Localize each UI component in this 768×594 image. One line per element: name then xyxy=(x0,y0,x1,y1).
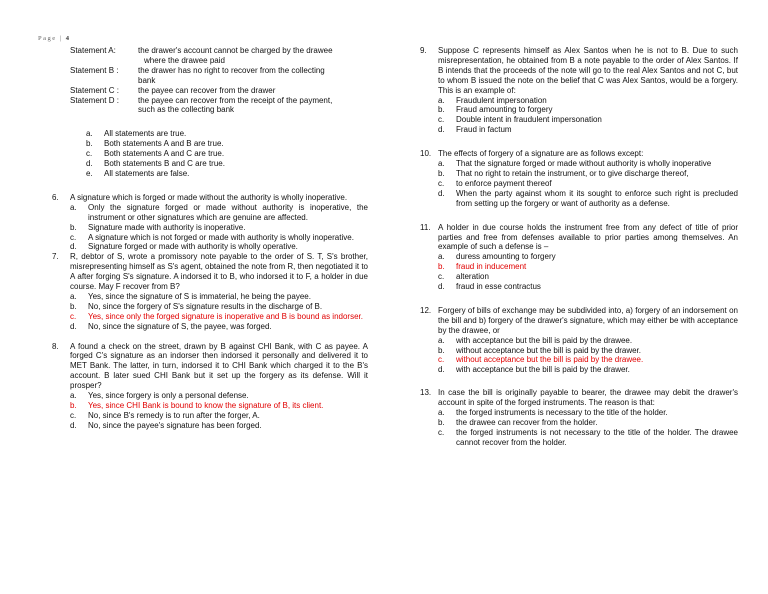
question-number: 8. xyxy=(52,341,59,351)
answer-option xyxy=(86,139,368,149)
page-header xyxy=(38,35,69,42)
page-label: Page xyxy=(38,35,57,42)
answer-option xyxy=(70,302,368,312)
question-number: 11. xyxy=(420,222,431,232)
page-separator: | xyxy=(56,35,66,42)
answer-option xyxy=(438,179,738,189)
option-letter: a. xyxy=(438,335,445,345)
answer-option xyxy=(70,242,368,252)
answer-option xyxy=(438,428,738,448)
statement-line: the drawer's account cannot be charged by the drawee xyxy=(138,46,333,55)
question-text: Forgery of bills of exchange may be subdivided into, a) forgery of an indorsement on the bill and b) forgery of the drawer's signature, which may either be with acceptance by the drawee, or xyxy=(438,305,738,335)
option-text: alteration xyxy=(456,272,489,282)
answer-option xyxy=(70,322,368,332)
question-text: R, debtor of S, wrote a promissory note payable to the order of S. T, S's brother, misrepresenting himself as S's agent, obtained the note from R, then negotiated it to A after forging S's signature. A indorsed it to B, who indorsed it to F, a holder in due course. May F recover from B? xyxy=(70,252,368,292)
answer-option xyxy=(438,252,738,262)
answer-option xyxy=(438,262,738,272)
option-text: the forged instruments is not necessary to the title of the holder. The drawee cannot recover from the holder. xyxy=(456,427,738,447)
answer-option xyxy=(438,159,738,169)
option-text: Yes, since forgery is only a personal defense. xyxy=(88,391,249,401)
option-text: Signature made with authority is inoperative. xyxy=(88,222,246,232)
option-letter: b. xyxy=(438,105,445,115)
statement-label: Statement D : xyxy=(70,95,119,105)
left-column xyxy=(52,46,368,431)
option-text: Fraud amounting to forgery xyxy=(456,105,553,115)
statement-line: the payee can recover from the receipt of the payment, xyxy=(138,95,333,105)
option-letter: d. xyxy=(438,188,445,198)
question-text: A signature which is forged or made without the authority is wholly inoperative. xyxy=(70,192,348,202)
question xyxy=(420,388,738,447)
answer-option xyxy=(438,272,738,282)
option-text: the drawee can recover from the holder. xyxy=(456,418,598,427)
option-text: Yes, since the signature of S is immaterial, he being the payee. xyxy=(88,291,311,301)
answer-option xyxy=(438,418,738,428)
option-letter: b. xyxy=(438,168,445,178)
option-letter: c. xyxy=(86,149,93,159)
question xyxy=(52,193,368,252)
statement-text xyxy=(138,96,368,116)
option-text: Fraud in factum xyxy=(456,125,512,135)
statement-row xyxy=(52,86,368,96)
answer-option xyxy=(70,233,368,243)
option-letter: a. xyxy=(70,391,77,401)
answer-option xyxy=(70,401,368,411)
answer-option xyxy=(70,421,368,431)
option-letter: a. xyxy=(438,159,445,169)
answer-option xyxy=(70,223,368,233)
option-letter: c. xyxy=(70,232,77,242)
statement-row xyxy=(52,46,368,66)
option-letter: d. xyxy=(438,125,445,135)
option-text: Only the signature forged or made without authority is inoperative, the instrument or other signatures which are genuine are affected. xyxy=(88,202,368,222)
option-text: Double intent in fraudulent impersonation xyxy=(456,115,602,125)
option-list xyxy=(70,292,368,332)
option-text: That the signature forged or made without authority is wholly inoperative xyxy=(456,159,712,169)
answer-option xyxy=(438,336,738,346)
question xyxy=(420,306,738,375)
option-letter: b. xyxy=(438,262,445,272)
option-letter: a. xyxy=(70,291,77,301)
question xyxy=(420,46,738,135)
option-text: without acceptance but the bill is paid by the drawee. xyxy=(456,355,644,365)
statement-options xyxy=(52,129,368,179)
option-letter: d. xyxy=(70,321,77,331)
option-letter: c. xyxy=(70,311,77,321)
option-text: Both statements A and B are true. xyxy=(104,139,224,149)
answer-option xyxy=(86,159,368,169)
answer-option xyxy=(438,355,738,365)
option-letter: b. xyxy=(70,301,77,311)
answer-option xyxy=(438,96,738,106)
option-text: Both statements B and C are true. xyxy=(104,159,225,169)
answer-option xyxy=(438,189,738,209)
answer-option xyxy=(70,312,368,322)
option-text: No, since the payee's signature has been forged. xyxy=(88,420,262,430)
answer-option xyxy=(438,105,738,115)
statement-line: such as the collecting bank xyxy=(138,105,235,115)
option-text: fraud in esse contractus xyxy=(456,282,541,292)
statement-list xyxy=(52,46,368,115)
question-number: 6. xyxy=(52,192,59,202)
statement-row xyxy=(52,96,368,116)
option-list xyxy=(70,203,368,253)
question-text: In case the bill is originally payable to bearer, the drawee may debit the drawer's account in spite of the forged instruments. The reason is that: xyxy=(438,388,738,408)
option-letter: d. xyxy=(86,159,93,169)
question xyxy=(420,149,738,208)
statement-line: where the drawee paid xyxy=(144,55,225,65)
option-text: A signature which is not forged or made with authority is wholly inoperative. xyxy=(88,232,354,242)
answer-option xyxy=(438,115,738,125)
option-letter: a. xyxy=(438,408,445,418)
option-text: All statements are true. xyxy=(104,129,187,139)
option-letter: a. xyxy=(70,202,77,212)
answer-option xyxy=(438,282,738,292)
option-letter: e. xyxy=(86,168,93,178)
statement-label: Statement B : xyxy=(70,65,119,75)
option-text: Yes, since CHI Bank is bound to know the signature of B, its client. xyxy=(88,401,324,410)
question-number: 12. xyxy=(420,305,432,315)
option-text: to enforce payment thereof xyxy=(456,178,552,188)
question-number: 7. xyxy=(52,252,59,262)
option-letter: d. xyxy=(70,242,77,252)
option-letter: a. xyxy=(86,129,93,139)
option-list xyxy=(70,391,368,431)
question-text: A holder in due course holds the instrument free from any defect of title of prior parties and free from defenses available to prior parties among themselves. An example of such a defense is – xyxy=(438,222,738,252)
option-letter: d. xyxy=(438,282,445,292)
option-text: No, since B's remedy is to run after the forger, A. xyxy=(88,410,260,420)
option-text: duress amounting to forgery xyxy=(456,252,556,262)
option-text: the forged instruments is necessary to the title of the holder. xyxy=(456,408,668,418)
question xyxy=(420,223,738,292)
right-column xyxy=(420,46,738,448)
statement-row xyxy=(52,66,368,86)
answer-option xyxy=(70,391,368,401)
option-text: with acceptance but the bill is paid by the drawer. xyxy=(456,365,630,375)
option-letter: d. xyxy=(70,420,77,430)
question-number: 10. xyxy=(420,149,432,159)
answer-option xyxy=(438,408,738,418)
option-list xyxy=(438,252,738,292)
question-number: 13. xyxy=(420,388,432,398)
statement-label: Statement A: xyxy=(70,46,116,55)
statement-text xyxy=(138,46,368,66)
option-list xyxy=(438,96,738,136)
option-text: with acceptance but the bill is paid by the drawee. xyxy=(456,335,633,345)
option-text: All statements are false. xyxy=(104,168,190,178)
question-text: A found a check on the street, drawn by B against CHI Bank, with C as payee. A forged C's signature as an indorser then indorsed it personally and delivered it to MET Bank. The latter, in turn, indorsed it to CHI Bank which charged it to the B's account. B later sued CHI Bank but it set up the forgery as its defense. Will it prosper? xyxy=(70,341,368,391)
statement-line: the payee can recover from the drawer xyxy=(138,85,276,95)
statement-line: bank xyxy=(138,75,156,85)
answer-option xyxy=(438,365,738,375)
option-letter: c. xyxy=(438,272,445,282)
statement-label: Statement C : xyxy=(70,85,119,95)
option-letter: a. xyxy=(438,95,445,105)
statement-line: the drawer has no right to recover from the collecting xyxy=(138,65,325,75)
option-text: That no right to retain the instrument, or to give discharge thereof, xyxy=(456,168,689,178)
option-list xyxy=(438,159,738,209)
option-text: Yes, since only the forged signature is inoperative and B is bound as indorser. xyxy=(88,311,363,321)
answer-option xyxy=(86,149,368,159)
answer-option xyxy=(86,169,368,179)
option-letter: c. xyxy=(438,355,445,365)
statement-text xyxy=(138,86,368,96)
question xyxy=(52,252,368,331)
option-text: without acceptance but the bill is paid by the drawer. xyxy=(456,345,641,355)
option-text: When the party against whom it its sought to enforce such right is precluded from setting up the forgery or want of authority as a defense. xyxy=(456,188,738,208)
option-letter: c. xyxy=(438,427,445,437)
page-number: 4 xyxy=(65,35,69,42)
option-letter: b. xyxy=(70,401,77,410)
option-text: Both statements A and C are true. xyxy=(104,149,225,159)
question-text: Suppose C represents himself as Alex Santos when he is not to B. Due to such misrepresentation, he obtained from B a note payable to the order of Alex Santos. If B intends that the proceeds of the note will go to the real Alex Santos and not C, but to whom B issued the note on the belief that C was Alex Santos, would be a forgery. This is an example of: xyxy=(438,46,738,95)
option-text: fraud in inducement xyxy=(456,262,527,272)
answer-option xyxy=(70,203,368,223)
answer-option xyxy=(438,125,738,135)
option-list xyxy=(438,336,738,376)
option-letter: b. xyxy=(70,222,77,232)
option-text: Fraudulent impersonation xyxy=(456,95,547,105)
option-text: No, since the forgery of S's signature results in the discharge of B. xyxy=(88,301,323,311)
question-text: The effects of forgery of a signature are as follows except: xyxy=(438,149,644,159)
option-letter: b. xyxy=(438,345,445,355)
statement-text xyxy=(138,66,368,86)
option-text: Signature forged or made with authority is wholly operative. xyxy=(88,242,298,252)
option-letter: b. xyxy=(86,139,93,149)
right-questions xyxy=(420,46,738,448)
question xyxy=(52,342,368,431)
answer-option xyxy=(438,346,738,356)
option-text: No, since the signature of S, the payee, was forged. xyxy=(88,321,272,331)
option-letter: c. xyxy=(438,178,445,188)
option-letter: d. xyxy=(438,365,445,375)
question-number: 9. xyxy=(420,46,427,55)
answer-option xyxy=(70,411,368,421)
answer-option xyxy=(70,292,368,302)
option-letter: c. xyxy=(438,115,445,125)
answer-option xyxy=(86,129,368,139)
left-questions xyxy=(52,193,368,431)
answer-option xyxy=(438,169,738,179)
option-letter: b. xyxy=(438,418,445,427)
option-letter: c. xyxy=(70,410,77,420)
option-list xyxy=(438,408,738,448)
option-letter: a. xyxy=(438,252,445,262)
